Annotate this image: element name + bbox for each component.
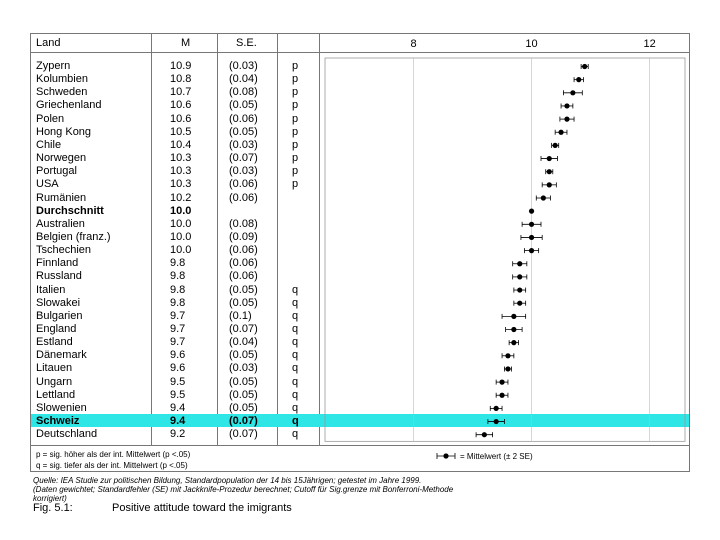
row-sig: p (292, 99, 299, 112)
note-p: p = sig. höher als der int. Mittelwert (p <.05) (36, 450, 191, 459)
note-q: q = sig. tiefer als der int. Mittelwert (p <.05) (36, 461, 188, 470)
mean-point (517, 274, 522, 279)
row-se: (0.04) (229, 73, 258, 86)
plot-box (325, 58, 685, 441)
mean-point (529, 248, 534, 253)
mean-point (482, 432, 487, 437)
row-sig: q (292, 375, 299, 388)
row-sig: q (292, 349, 299, 362)
row-m: 10.2 (170, 191, 192, 204)
mean-point (529, 235, 534, 240)
row-se: (0.05) (229, 125, 258, 138)
row-se: (0.07) (229, 415, 258, 428)
row-m: 10.6 (170, 99, 192, 112)
mean-point (511, 340, 516, 345)
row-se: (0.09) (229, 230, 258, 243)
row-land: Australien (36, 217, 85, 230)
row-m: 9.4 (170, 401, 186, 414)
row-se: (0.04) (229, 336, 258, 349)
figure-title: Positive attitude toward the imigrants (112, 502, 292, 514)
row-sig: p (292, 165, 299, 178)
header-land: Land (36, 37, 61, 49)
row-se: (0.07) (229, 323, 258, 335)
row-land: Slowakei (36, 296, 81, 309)
row-se: (0.08) (229, 86, 258, 99)
row-sig: q (292, 362, 299, 375)
row-sig: q (292, 323, 299, 335)
row-se: (0.03) (229, 362, 258, 375)
mean-point (547, 156, 552, 161)
row-m: 10.7 (170, 86, 192, 99)
mean-point (564, 117, 569, 122)
row-m: 10.4 (170, 138, 192, 151)
source-line-1: Quelle: IEA Studie zur politischen Bildung, Standardpopulation der 14 bis 15Jährigen; getestet im Jahre 1999. (33, 476, 422, 485)
row-land: Deutschland (36, 428, 98, 441)
row-land: Lettland (36, 388, 76, 401)
row-sig: p (292, 152, 299, 165)
row-land: Italien (36, 283, 66, 296)
row-land: Polen (36, 112, 65, 125)
row-land: England (36, 323, 77, 335)
row-land: Zypern (36, 60, 71, 72)
row-land: Durchschnitt (36, 204, 104, 217)
row-land: Hong Kong (36, 125, 92, 138)
row-se: (0.06) (229, 178, 258, 191)
row-sig: q (292, 336, 299, 349)
row-sig: p (292, 112, 299, 125)
row-sig: p (292, 60, 299, 72)
source-line-3: korrigiert) (33, 494, 67, 503)
row-se: (0.03) (229, 60, 258, 72)
row-land: Griechenland (36, 99, 102, 112)
row-se: (0.03) (229, 138, 258, 151)
row-se: (0.05) (229, 349, 258, 362)
row-land: Litauen (36, 362, 73, 375)
row-sig: q (292, 428, 299, 441)
row-se: (0.05) (229, 375, 258, 388)
row-se: (0.06) (229, 257, 258, 270)
mean-point (511, 314, 516, 319)
legend-label: = Mittelwert (± 2 SE) (460, 452, 533, 461)
row-land: Kolumbien (36, 73, 88, 86)
row-m: 10.0 (170, 204, 192, 217)
row-se: (0.07) (229, 428, 258, 441)
mean-point (576, 77, 581, 82)
row-se: (0.05) (229, 388, 258, 401)
mean-point (499, 380, 504, 385)
header-se: S.E. (236, 37, 257, 49)
figure-label: Fig. 5.1: (33, 502, 73, 514)
header-m: M (181, 37, 191, 49)
row-m: 9.5 (170, 375, 186, 388)
row-land: Russland (36, 270, 82, 283)
mean-point (505, 353, 510, 358)
row-sig: q (292, 388, 299, 401)
x-tick-label: 8 (410, 38, 417, 50)
mean-point (570, 90, 575, 95)
row-m: 9.7 (170, 309, 186, 322)
row-sig: q (292, 283, 299, 296)
legend-point (443, 453, 448, 458)
row-m: 9.6 (170, 349, 186, 362)
row-land: Tschechien (36, 244, 92, 257)
row-sig: p (292, 73, 299, 86)
row-m: 9.7 (170, 336, 186, 349)
row-land: Schweden (36, 86, 88, 99)
mean-point (494, 406, 499, 411)
row-land: Ungarn (36, 375, 73, 388)
row-se: (0.06) (229, 191, 258, 204)
mean-point (541, 195, 546, 200)
row-se: (0.05) (229, 296, 258, 309)
mean-point (517, 287, 522, 292)
row-land: Norwegen (36, 152, 87, 165)
row-land: Slowenien (36, 401, 87, 414)
row-m: 10.0 (170, 230, 192, 243)
row-sig: p (292, 86, 299, 99)
row-m: 9.4 (170, 415, 186, 428)
row-m: 9.8 (170, 283, 186, 296)
mean-point (547, 169, 552, 174)
mean-point (553, 143, 558, 148)
row-land: Chile (36, 138, 62, 151)
row-land: Dänemark (36, 349, 87, 362)
mean-point (499, 393, 504, 398)
row-m: 9.8 (170, 296, 186, 309)
mean-point (494, 419, 499, 424)
mean-point (511, 327, 516, 332)
row-m: 10.3 (170, 165, 192, 178)
mean-point (547, 182, 552, 187)
row-sig: p (292, 138, 299, 151)
mean-point (517, 301, 522, 306)
row-m: 9.8 (170, 270, 186, 283)
row-m: 9.8 (170, 257, 186, 270)
row-sig: q (292, 401, 299, 414)
row-m: 10.3 (170, 152, 192, 165)
row-m: 9.2 (170, 428, 186, 441)
row-land: Rumänien (36, 191, 87, 204)
row-land: Schweiz (36, 415, 80, 428)
row-m: 10.6 (170, 112, 192, 125)
row-m: 10.8 (170, 73, 192, 86)
mean-point (529, 209, 534, 214)
row-m: 10.5 (170, 125, 192, 138)
row-sig: q (292, 309, 299, 322)
mean-point (582, 64, 587, 69)
row-m: 9.7 (170, 323, 186, 335)
row-sig: p (292, 125, 299, 138)
row-m: 10.0 (170, 217, 192, 230)
row-m: 10.0 (170, 244, 192, 257)
row-m: 9.5 (170, 388, 186, 401)
row-land: USA (36, 178, 59, 191)
mean-point (505, 366, 510, 371)
mean-point (558, 130, 563, 135)
row-land: Finnland (36, 257, 79, 270)
row-se: (0.06) (229, 270, 258, 283)
row-land: Bulgarien (36, 309, 83, 322)
row-m: 10.3 (170, 178, 192, 191)
row-m: 10.9 (170, 60, 192, 72)
row-se: (0.06) (229, 244, 258, 257)
row-m: 9.6 (170, 362, 186, 375)
row-se: (0.03) (229, 165, 258, 178)
row-land: Estland (36, 336, 73, 349)
row-se: (0.05) (229, 401, 258, 414)
row-se: (0.06) (229, 112, 258, 125)
row-land: Belgien (franz.) (36, 230, 111, 243)
mean-point (517, 261, 522, 266)
row-se: (0.05) (229, 283, 258, 296)
row-se: (0.07) (229, 152, 258, 165)
row-sig: p (292, 178, 299, 191)
mean-point (529, 222, 534, 227)
row-land: Portugal (36, 165, 77, 178)
source-line-2: (Daten gewichtet; Standardfehler (SE) mit Jackknife-Prozedur berechnet; Cutoff für Sig.grenze mit Bonferroni-Methode (33, 485, 454, 494)
row-sig: q (292, 415, 299, 428)
row-se: (0.1) (229, 309, 252, 322)
x-tick-label: 10 (525, 38, 538, 50)
mean-point (564, 103, 569, 108)
row-sig: q (292, 296, 299, 309)
row-se: (0.05) (229, 99, 258, 112)
row-se: (0.08) (229, 217, 258, 230)
x-tick-label: 12 (643, 38, 656, 50)
